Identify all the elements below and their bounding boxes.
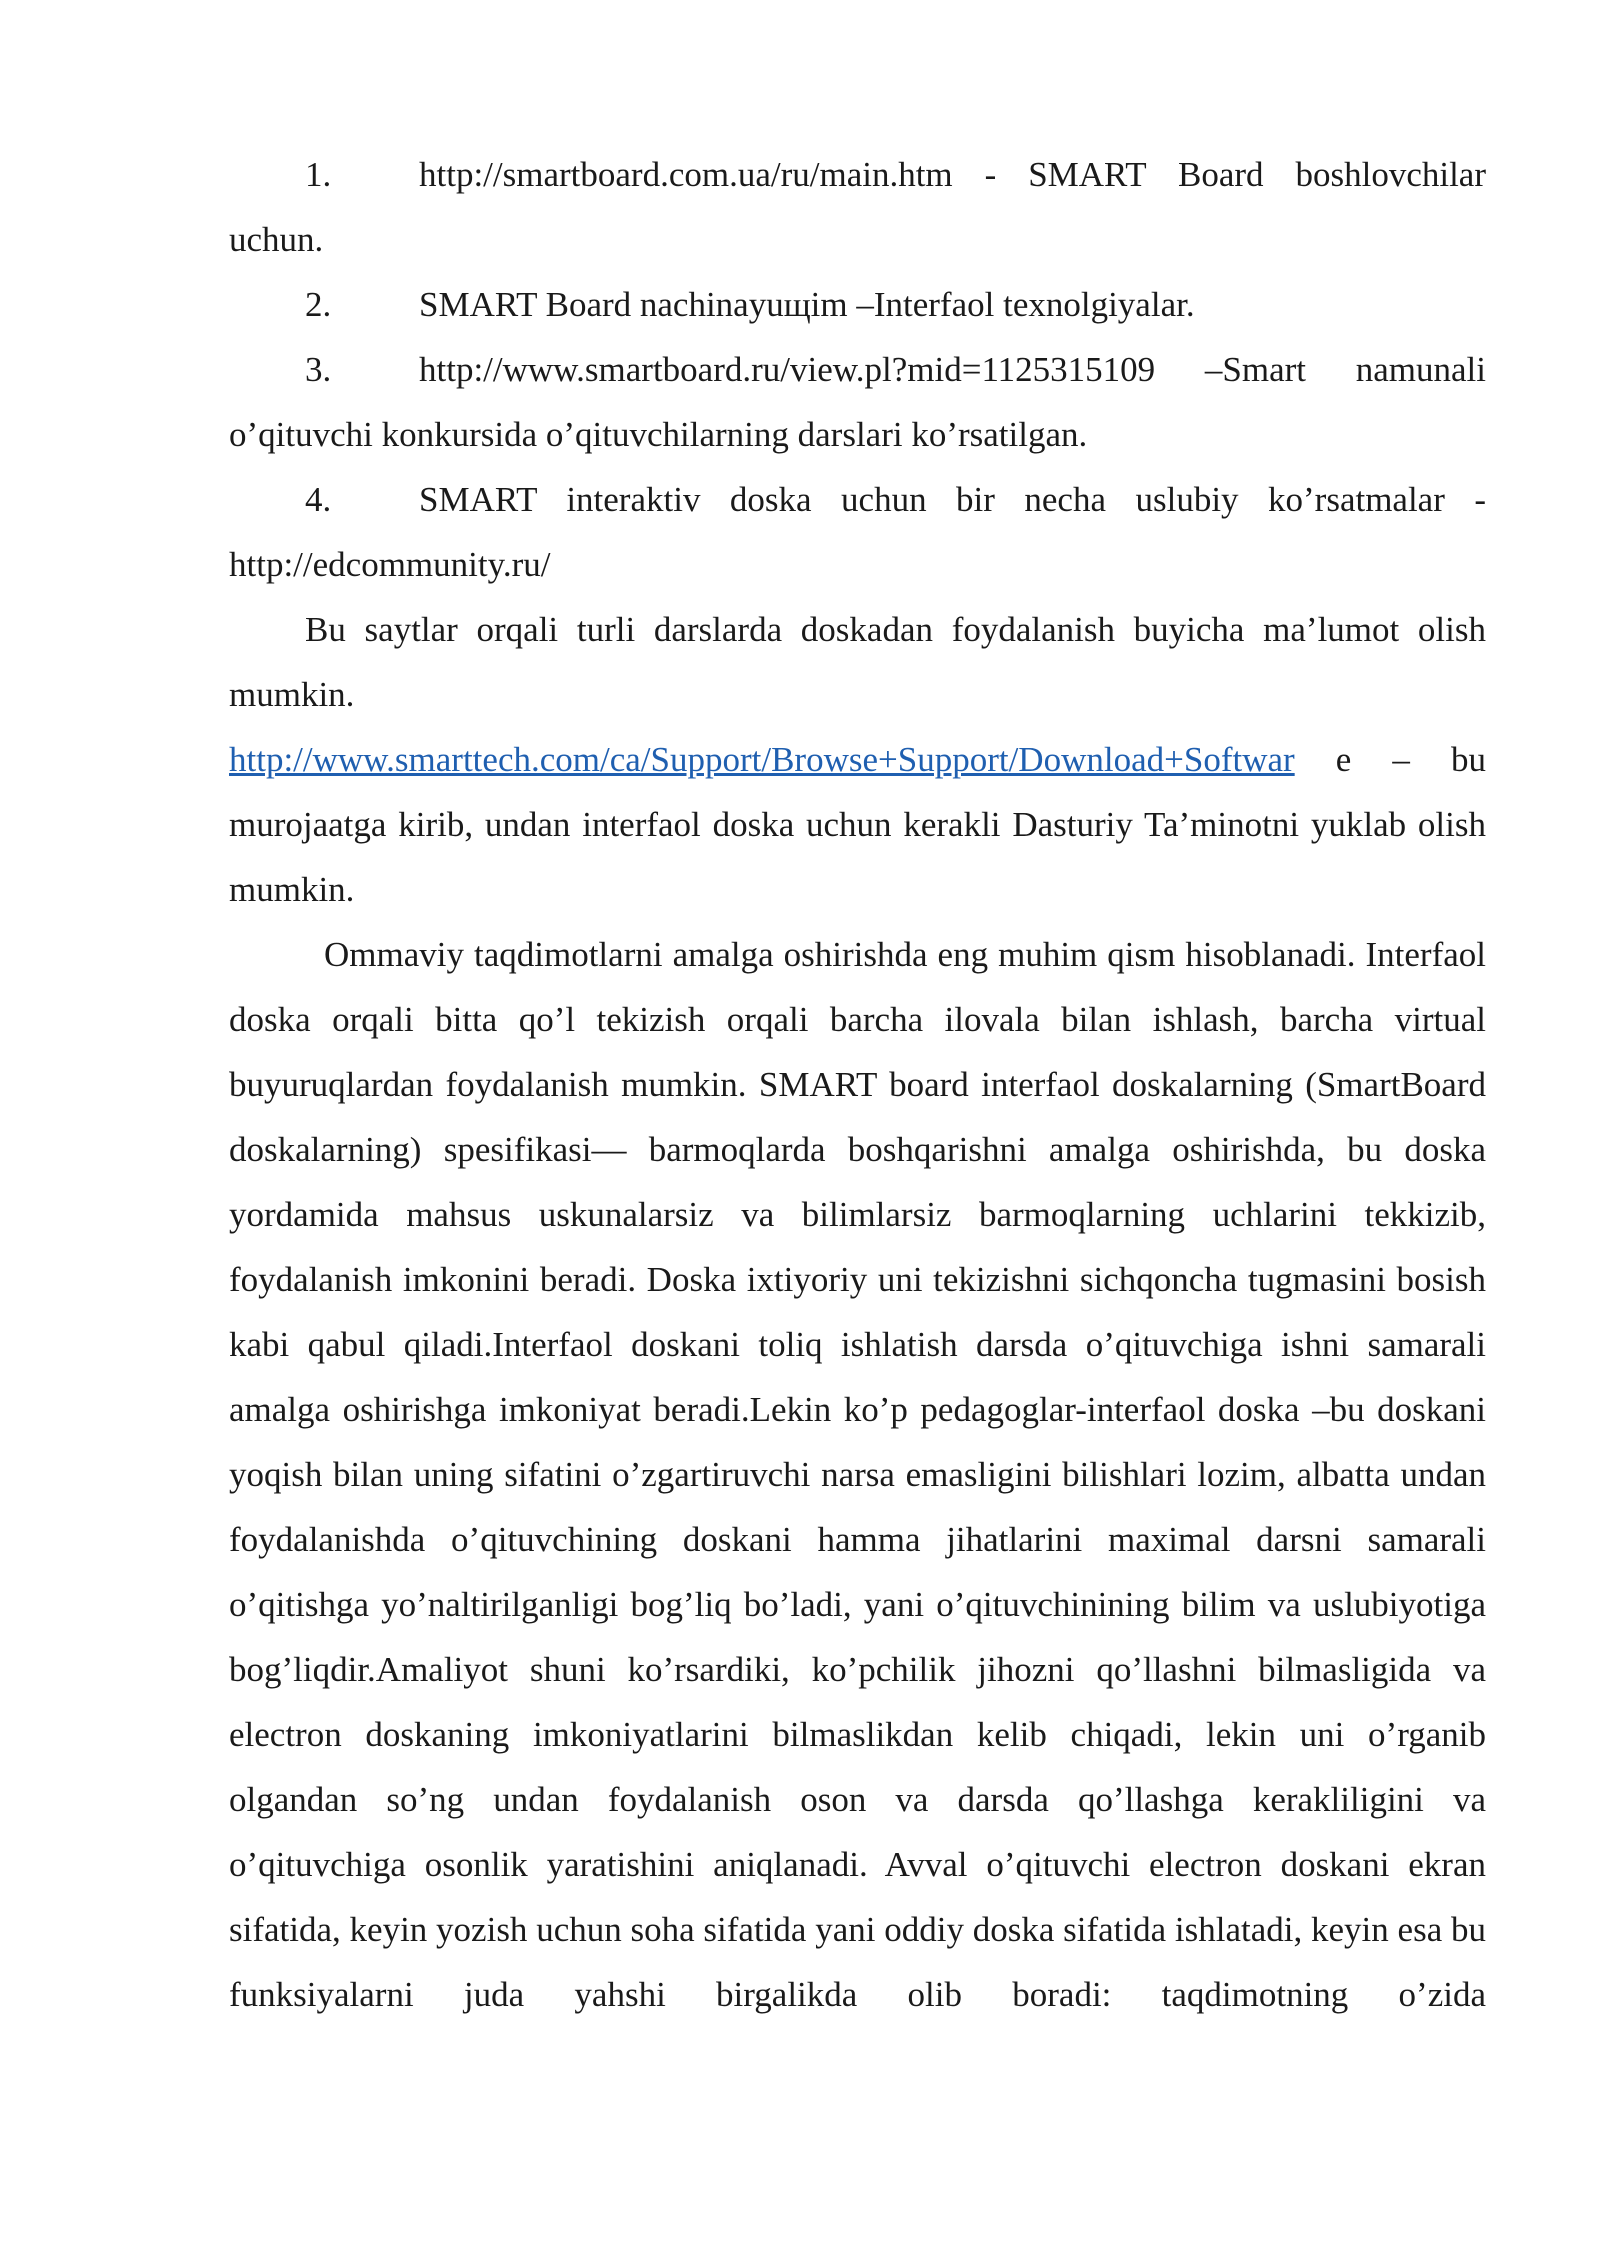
download-link[interactable]: http://www.smarttech.com/ca/Support/Browse+Support/Download+Softwar	[229, 740, 1295, 779]
list-text: SMART Board nachinayuщim –Interfaol texnolgiyalar.	[419, 285, 1195, 324]
list-text: http://smartboard.com.ua/ru/main.htm - SMART Board boshlovchilar uchun.	[229, 155, 1486, 259]
download-paragraph	[229, 727, 1486, 922]
list-item	[229, 142, 1486, 272]
list-text: http://www.smartboard.ru/view.pl?mid=1125315109 –Smart namunali o’qituvchi konkursida o’qituvchilarning darslari ko’rsatilgan.	[229, 350, 1486, 454]
list-number: 4.	[305, 480, 332, 519]
document-body	[229, 142, 1486, 2027]
list-number: 2.	[305, 285, 332, 324]
list-number: 1.	[305, 155, 332, 194]
sites-paragraph: Bu saytlar orqali turli darslarda doskadan foydalanish buyicha ma’lumot olish mumkin.	[229, 610, 1486, 714]
list-item	[229, 337, 1486, 467]
list-text: SMART interaktiv doska uchun bir necha uslubiy ko’rsatmalar - http://edcommunity.ru/	[229, 480, 1486, 584]
list-item	[229, 467, 1486, 597]
download-text: e – bu murojaatga kirib, undan interfaol doska uchun kerakli Dasturiy Ta’minotni yuklab olish mumkin.	[229, 740, 1486, 909]
main-paragraph: Ommaviy taqdimotlarni amalga oshirishda eng muhim qism hisoblanadi. Interfaol doska orqali bitta qo’l tekizish orqali barcha ilovala bilan ishlash, barcha virtual buyuruqlardan foydalanish mumkin. SMART board interfaol doskalarning (SmartBoard doskalarning) spesifikasi— barmoqlarda boshqarishni amalga oshirishda, bu doska yordamida mahsus uskunalarsiz va bilimlarsiz barmoqlarning uchlarini tekkizib, foydalanish imkonini beradi. Doska ixtiyoriy uni tekizishni sichqoncha tugmasini bosish kabi qabul qiladi.Interfaol doskani toliq ishlatish darsda o’qituvchiga ishni samarali amalga oshirishga imkoniyat beradi.Lekin ko’p pedagoglar-interfaol doska –bu doskani yoqish bilan uning sifatini o’zgartiruvchi narsa emasligini bilishlari lozim, albatta undan foydalanishda o’qituvchining doskani hamma jihatlarini maximal darsni samarali o’qitishga yo’naltirilganligi bog’liq bo’ladi, yani o’qituvchinining bilim va uslubiyotiga bog’liqdir.Amaliyot shuni ko’rsardiki, ko’pchilik jihozni qo’llashni bilmasligida va electron doskaning imkoniyatlarini bilmaslikdan kelib chiqadi, lekin uni o’rganib olgandan so’ng undan foydalanish oson va darsda qo’llashga kerakliligini va o’qituvchiga osonlik yaratishini aniqlanadi. Avval o’qituvchi electron doskani ekran sifatida, keyin yozish uchun soha sifatida yani oddiy doska sifatida ishlatadi, keyin esa bu funksiyalarni juda yahshi birgalikda olib boradi: taqdimotning o’zida	[229, 935, 1486, 2014]
list-number: 3.	[305, 350, 332, 389]
list-item	[229, 272, 1486, 337]
